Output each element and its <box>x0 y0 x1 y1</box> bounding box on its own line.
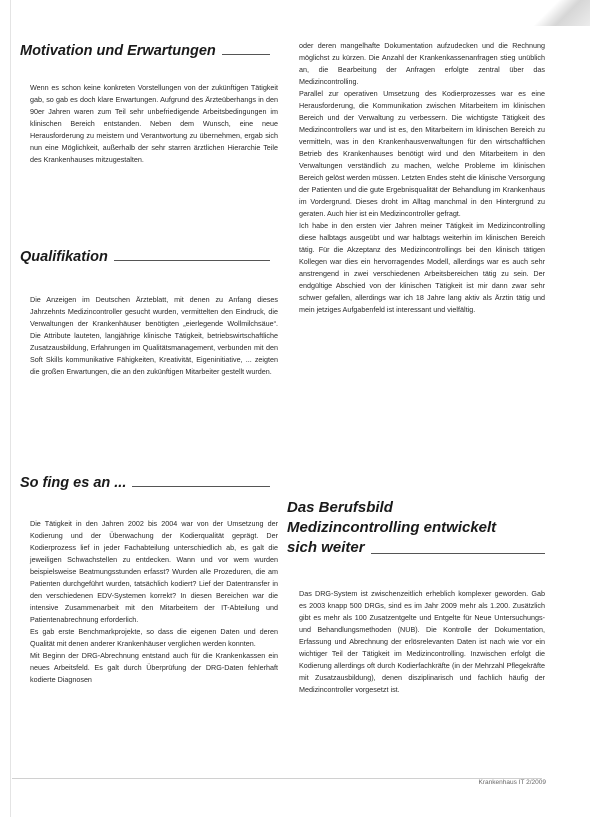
paragraph: Die Anzeigen im Deutschen Ärzteblatt, mit denen zu Anfang dieses Jahrzehnts Medizincontroller gesucht wurden, vermittelten den Eindruck, die Verwaltungen der Krankenhäuser benötigten „eierlegende Wollmilchsäue“. Die Attribute lauteten, langjährige klinische Tätigkeit, betriebswirtschaftliche Zusatzausbildung, Erfahrungen im Qualitätsmanagement, verbunden mit den Soft Skills kommunikative Fähigkeiten, Kreativität, Eigeninitiative, ... zeigten die großen Erwartungen, die an den zukünftigen Mitarbeiter gestellt wurden. <box>30 295 278 376</box>
paragraph: Das DRG-System ist zwischenzeitlich erheblich komplexer geworden. Gab es 2003 knapp 500 DRGs, sind es im Jahr 2009 mehr als 1.200. Zusätzlich gibt es mehr als 100 Zusatzentgelte und Entgelte für Neue Untersuchungs- und Behandlungsmethoden (NUB). Die Kontrolle der Dokumentation, Erfassung und Abrechnung der erlösrelevanten Daten ist nach wie vor ein wichtiger Teil der Tätigkeit im Medizincontrolling. Inzwischen erfolgt die Kodierung allerdings oft durch Kodierfachkräfte (in der Mehrzahl Pflegekräfte mit Zusatzausbildung), denen disziplinarisch und fachlich häufig der Medizincontroller vorgesetzt ist. <box>299 589 545 694</box>
qualifikation-body <box>30 294 278 378</box>
heading-berufsbild-line: Medizincontrolling entwickelt <box>287 519 497 536</box>
paragraph: Mit Beginn der DRG-Abrechnung entstand auch für die Krankenkassen ein neues Arbeitsfeld. Es galt durch Überprüfung der DRG-Daten fehlerhaft kodierte Diagnosen <box>30 651 278 684</box>
paragraph: Es gab erste Benchmarkprojekte, so dass die eigenen Daten und deren Qualität mit denen anderer Krankenhäuser verglichen werden konnten. <box>30 627 278 648</box>
paragraph: oder deren mangelhafte Dokumentation aufzudecken und die Rechnung möglichst zu kürzen. Die Anzahl der Krankenkassenanfragen stieg unüblich an, die Bearbeitung der Anfragen erfolgte zentral über das Medizincontrolling. <box>299 41 545 86</box>
heading-berufsbild-line: sich weiter <box>287 539 365 556</box>
heading-motivation <box>20 37 270 59</box>
berufsbild-body <box>299 588 545 696</box>
heading-qualifikation <box>20 243 270 265</box>
heading-rule <box>371 553 545 554</box>
heading-rule <box>114 260 270 261</box>
corner-mark <box>528 0 590 26</box>
footer-rule <box>12 778 542 779</box>
paragraph: Ich habe in den ersten vier Jahren meiner Tätigkeit im Medizincontrolling diese halbtags ausgeübt und war halbtags weiterhin im klinischen Bereich tätig. Für die Akzeptanz des Medizincontrollings bei den klinisch tätigen Kollegen war dies ein hervorragendes Modell, allerdings war es auch sehr anstrengend in zwei verschiedenen Arbeitsbereichen tätig zu sein. Der endgültige Abschied von der klinischen Tätigkeit ist mir dann zwar sehr schwer gefallen, allerdings war ich 18 Jahre lang aktiv als Ärztin tätig und mein jetziges Aufgabenfeld ist interessant und vielfältig. <box>299 221 545 314</box>
anfang-body <box>30 518 278 686</box>
footer-text: Krankenhaus IT 2/2009 <box>478 779 546 786</box>
heading-berufsbild-line: Das Berufsbild <box>287 499 393 516</box>
heading-qualifikation-text: Qualifikation <box>20 249 108 265</box>
heading-motivation-text: Motivation und Erwartungen <box>20 43 216 59</box>
heading-anfang-text: So fing es an ... <box>20 475 127 491</box>
heading-anfang <box>20 469 270 491</box>
paragraph: Wenn es schon keine konkreten Vorstellungen von der zukünftigen Tätigkeit gab, so gab es doch klare Erwartungen. Aufgrund des Ärzteüberhangs in den 90er Jahren waren zum Teil sehr unbefriedigende Arbeitsbedingungen im klinischen Bereich entstanden. Neben dem Wunsch, eine neue Herausforderung zu meistern und Verantwortung zu übernehmen, ergab sich nun eine Möglichkeit, außerhalb der sehr starren ärztlichen Hierarchie Teile des Krankenhauses mitzugestalten. <box>30 83 278 164</box>
motivation-body <box>30 82 278 166</box>
right-intro-body <box>299 40 545 316</box>
paragraph: Parallel zur operativen Umsetzung des Kodierprozesses war es eine Herausforderung, die Kommunikation zwischen Mitarbeitern im klinischen Bereich und der Verwaltung zu verbessern. Die wichtigste Tätigkeit des Medizincontrollers war und ist es, den Mitarbeitern im klinischen Bereich zu vermitteln, was in den Krankenhausverwaltungen für den wirtschaftlichen Betrieb des Krankenhauses benötigt wird und den Mitarbeitern in den Verwaltungen verständlich zu machen, welche Probleme im klinischen Bereich gelöst werden müssen. Letzten Endes steht die klinische Versorgung der Patienten und die gute Ergebnisqualität der Behandlung im Krankenhaus im Vordergrund. Dieses droht im Alltag manchmal in den Hintergrund zu geraten. Auch hier ist ein Medizincontroller gefragt. <box>299 89 545 218</box>
heading-berufsbild <box>287 498 545 558</box>
heading-rule <box>132 486 270 487</box>
page-edge <box>10 0 11 817</box>
heading-rule <box>222 54 270 55</box>
paragraph: Die Tätigkeit in den Jahren 2002 bis 2004 war von der Umsetzung der Kodierung und der Überwachung der Kodierqualität geprägt. Der Kodierprozess lief in jeder Fachabteilung unterschiedlich ab, es galt die jeweiligen Schwachstellen zu entdecken. Wann und vor wem wurden beispielsweise Beatmungsstunden erfasst? Wurden alle Prozeduren, die am Patienten durchgeführt wurden, tatsächlich kodiert? Lief der Datentransfer in den verschiedenen EDV-Systemen korrekt? In diesen Bereichen war die intensive Zusammenarbeit mit den Mitarbeitern der IT-Abteilung und Patientenabrechnung erforderlich. <box>30 519 278 624</box>
